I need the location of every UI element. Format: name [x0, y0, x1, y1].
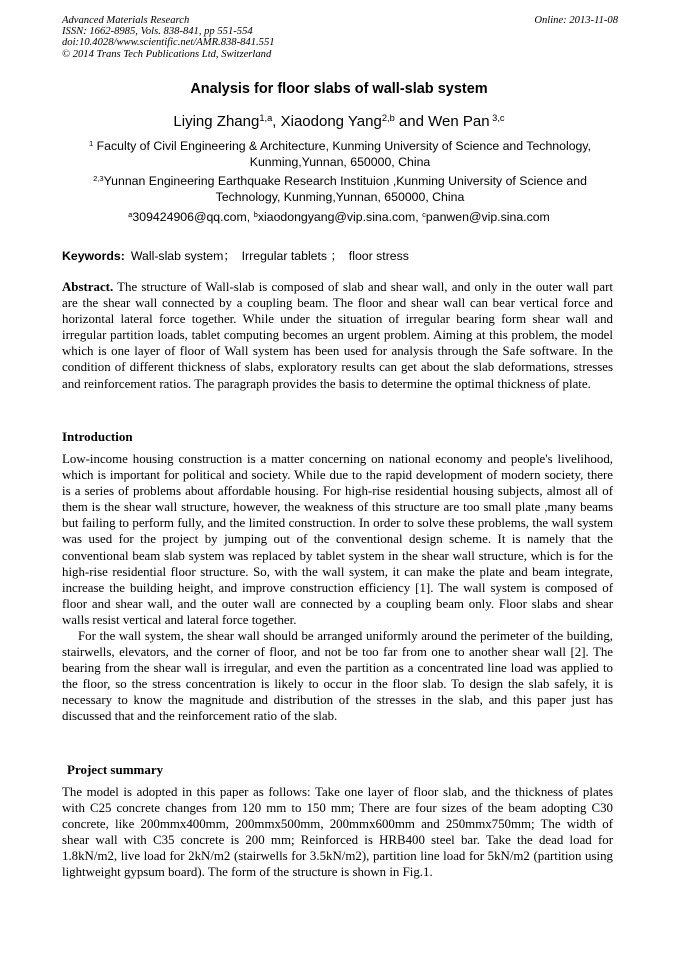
email-address: xiaodongyang@vip.sina.com, [257, 210, 423, 224]
affiliation-superscript: 2,3 [93, 173, 104, 183]
affiliation-text: Faculty of Civil Engineering & Architecture, Kunming University of Science and Technology, Kunming,Yunnan, 650000, China [93, 139, 592, 169]
doi-line: doi:10.4028/www.scientific.net/AMR.838-841.551 [62, 37, 275, 49]
author-name: Xiaodong Yang [280, 113, 382, 130]
author-line [0, 113, 678, 130]
email-address: panwen@vip.sina.com [425, 210, 550, 224]
introduction-paragraph-1: Low-income housing construction is a matter concerning on national economy and people's livelihood, which is important for political and society. While due to the rapid development of modern society, there is a series of problems about affordable housing. For high-rise residential housing subjects, almost all of them is the shear wall structure, however, the weakness of this structure are too small plate ,many beams but failing to perform fully, and the limited construction. In order to solve these problems, the wall system was used for the project by jumping out of the conventional design scheme. It is namely that the conventional beam slab system was replaced by tablet system in the shear wall structure, which is for the high-rise residential floor structure. So, with the wall system, it can make the plate and beam integrate, increase the building height, and improve construction efficiency [1]. The wall system is composed of floor and shear wall, and the outer wall are connected by a coupling beam only. Floor slabs and shear walls resist vertical and lateral force together. [62, 452, 613, 627]
author-name: Liying Zhang [173, 113, 260, 130]
author-separator: , [272, 113, 281, 130]
email-superscript: b [253, 209, 258, 219]
author-separator: and [394, 113, 429, 130]
abstract-text: The structure of Wall-slab is composed of slab and shear wall, and only in the outer wall part are the shear wall connected by a coupling beam. The floor and shear wall can bear vertical force and horizontal lateral force together. While under the situation of irregular bearing form shear wall and irregular partition loads, tablet computing becomes an urgent problem. Aiming at this problem, the model which is one layer of floor of Wall system has been used for analysis through the Safe software. In the condition of different thickness of slabs, exploratory results can get about the slab deformations, stresses and reinforcement ratios. The paragraph provides the basis to determine the optimal thickness of plate. [62, 280, 613, 391]
affiliation-2 [70, 173, 610, 205]
email-address: 309424906@qq.com, [132, 210, 254, 224]
section-heading-project-summary: Project summary [67, 762, 164, 777]
journal-name: Advanced Materials Research [62, 15, 190, 26]
keyword: floor stress [348, 249, 409, 263]
introduction-paragraph-2: For the wall system, the shear wall should be arranged uniformly around the perimeter of the building, stairwells, elevators, and the corner of floor, and not be too far from one to another shear wall [2]. The bearing from the shear wall is irregular, and even the partition as a concentrated line load was applied to the floor, so the stress concentration is likely to occur in the floor slab. To design the slab safely, it is necessary to know the magnitude and distribution of the stresses in the slab, and this paper just has discussed that and the reinforcement ratio of the slab. [62, 629, 613, 724]
author-superscript: 1,a [259, 112, 273, 123]
keyword: Wall-slab system； [130, 249, 236, 263]
paper-title: Analysis for floor slabs of wall-slab system [190, 81, 488, 97]
issn-line: ISSN: 1662-8985, Vols. 838-841, pp 551-554 [62, 26, 253, 38]
keywords-line [62, 246, 409, 264]
author-name: Wen Pan [428, 113, 490, 130]
affiliation-superscript: 1 [88, 138, 94, 148]
email-superscript: c [422, 209, 426, 219]
online-date: Online: 2013-11-08 [534, 15, 618, 26]
affiliation-text: Yunnan Engineering Earthquake Research Instituion ,Kunming University of Science and Technology, Kunming,Yunnan, 650000, China [103, 174, 587, 204]
project-summary-paragraph: The model is adopted in this paper as follows: Take one layer of floor slab, and the thickness of plates with C25 concrete changes from 120 mm to 150 mm; There are four sizes of the beam adopting C30 concrete, like 200mmx400mm, 200mmx500mm, 200mmx600mm and 250mmx750mm; The width of shear wall with C35 concrete is 200 mm; Reinforced is HRB400 steel bar. Take the dead load for 1.8kN/m2, live load for 2kN/m2 (stairwells for 3.5kN/m2), partition line load for 5kN/m2 (partition using lightweight gypsum board). The form of the structure is shown in Fig.1. [62, 785, 613, 880]
email-superscript: a [128, 209, 133, 219]
author-superscript: 3,c [489, 112, 505, 123]
keywords-label: Keywords: [62, 249, 125, 263]
journal-header [62, 15, 618, 60]
abstract-label: Abstract. [62, 280, 114, 294]
email-line [0, 210, 678, 224]
section-heading-introduction: Introduction [62, 429, 133, 444]
affiliation-1 [70, 138, 610, 170]
copyright-line: © 2014 Trans Tech Publications Ltd, Switzerland [62, 48, 272, 60]
author-superscript: 2,b [381, 112, 395, 123]
keyword: Irregular tablets ； [241, 249, 343, 263]
abstract-paragraph [62, 279, 613, 392]
